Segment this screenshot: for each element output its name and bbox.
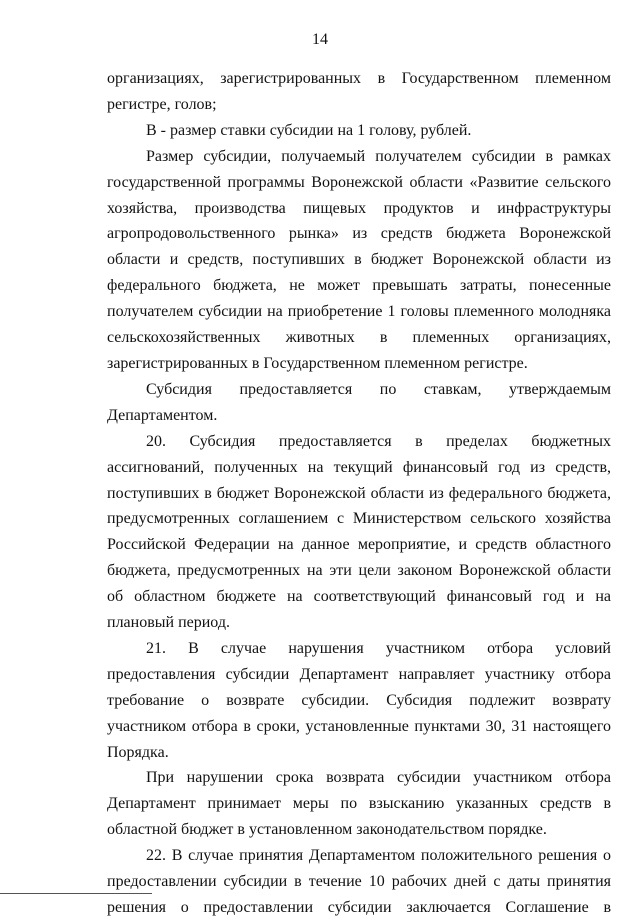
document-body	[107, 66, 611, 921]
paragraph-item-21: 21. В случае нарушения участником отбора условий предоставления субсидии Департамент направляет участнику отбора требование о возврате субсидии. Субсидия подлежит возврату участником отбора в сроки, установленные пунктами 30, 31 настоящего Порядка.	[107, 639, 611, 761]
page-number: 14	[312, 31, 328, 48]
paragraph-rate-definition: В - размер ставки субсидии на 1 голову, рублей.	[146, 121, 472, 139]
paragraph-subsidy-size: Размер субсидии, получаемый получателем субсидии в рамках государственной программы Воронежской области «Развитие сельского хозяйства, производства пищевых продуктов и инфраструктуры агропродовольственного рынка» из средств бюджета Воронежской области и средств, поступивших в бюджет Воронежской области из федерального бюджета, не может превышать затраты, понесенные получателем субсидии на приобретение 1 головы племенного молодняка сельскохозяйственных животных в племенных организациях, зарегистрированных в Государственном племенном регистре.	[107, 147, 611, 372]
paragraph-item-20: 20. Субсидия предоставляется в пределах бюджетных ассигнований, полученных на текущий финансовый год из средств, поступивших в бюджет Воронежской области из федерального бюджета, предусмотренных соглашением с Министерством сельского хозяйства Российской Федерации на данное мероприятие, и средств областного бюджета, предусмотренных на эти цели законом Воронежской области об областном бюджете на соответствующий финансовый год и на плановый период.	[107, 432, 611, 632]
paragraph-item-22: 22. В случае принятия Департаментом положительного решения о предоставлении субсидии в течение 10 рабочих дней с даты принятия решения о предоставлении субсидии заключается Соглашение в	[107, 847, 611, 916]
footnote-divider	[0, 893, 152, 894]
paragraph-return-violation: При нарушении срока возврата субсидии участником отбора Департамент принимает меры по взысканию указанных средств в областной бюджет в установленном законодательством порядке.	[107, 769, 611, 839]
paragraph-rates: Субсидия предоставляется по ставкам, утверждаемым Департаментом.	[107, 380, 611, 424]
paragraph-continuation: организациях, зарегистрированных в Государственном племенном регистре, голов;	[107, 70, 611, 113]
